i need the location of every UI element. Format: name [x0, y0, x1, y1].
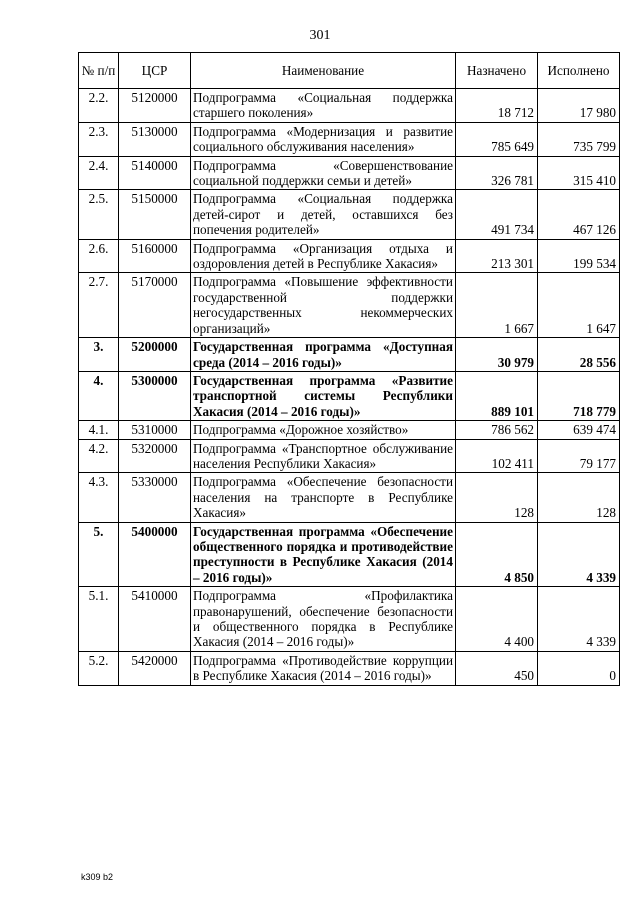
- row-code: 5140000: [119, 156, 191, 190]
- row-name: Государственная программа «Доступная среда (2014 – 2016 годы)»: [191, 338, 456, 372]
- row-name: Подпрограмма «Социальная поддержка детей-сирот и детей, оставшихся без попечения родителей»: [191, 190, 456, 239]
- row-assigned: 128: [456, 473, 538, 522]
- row-code: 5310000: [119, 421, 191, 439]
- row-executed: 4 339: [538, 522, 620, 587]
- row-code: 5300000: [119, 371, 191, 420]
- row-name: Подпрограмма «Профилактика правонарушений, обеспечение безопасности и общественного порядка в Республике Хакасия (2014 – 2016 годы)»: [191, 587, 456, 652]
- row-name: Подпрограмма «Социальная поддержка старшего поколения»: [191, 89, 456, 123]
- row-executed: 467 126: [538, 190, 620, 239]
- row-code: 5150000: [119, 190, 191, 239]
- row-num: 2.7.: [79, 273, 119, 338]
- row-executed: 735 799: [538, 122, 620, 156]
- row-code: 5160000: [119, 239, 191, 273]
- row-name: Подпрограмма «Транспортное обслуживание населения Республики Хакасия»: [191, 439, 456, 473]
- row-executed: 199 534: [538, 239, 620, 273]
- row-num: 4.3.: [79, 473, 119, 522]
- row-code: 5420000: [119, 651, 191, 685]
- row-executed: 639 474: [538, 421, 620, 439]
- table-row: [79, 587, 620, 652]
- row-assigned: 786 562: [456, 421, 538, 439]
- row-executed: 718 779: [538, 371, 620, 420]
- table-row: [79, 338, 620, 372]
- row-code: 5400000: [119, 522, 191, 587]
- row-assigned: 450: [456, 651, 538, 685]
- row-assigned: 785 649: [456, 122, 538, 156]
- table-row: [79, 439, 620, 473]
- header-assigned: Назначено: [456, 53, 538, 89]
- row-name: Государственная программа «Обеспечение общественного порядка и противодействие преступности в Республике Хакасия (2014 – 2016 годы)»: [191, 522, 456, 587]
- row-name: Подпрограмма «Обеспечение безопасности населения на транспорте в Республике Хакасия»: [191, 473, 456, 522]
- footer-code: k309 b2: [81, 872, 114, 882]
- row-num: 3.: [79, 338, 119, 372]
- row-name: Подпрограмма «Повышение эффективности государственной поддержки негосударственных некоммерческих организаций»: [191, 273, 456, 338]
- row-executed: 4 339: [538, 587, 620, 652]
- row-num: 2.5.: [79, 190, 119, 239]
- table-row: [79, 273, 620, 338]
- row-assigned: 4 400: [456, 587, 538, 652]
- row-assigned: 18 712: [456, 89, 538, 123]
- header-code: ЦСР: [119, 53, 191, 89]
- row-name: Государственная программа «Развитие транспортной системы Республики Хакасия (2014 – 2016 годы)»: [191, 371, 456, 420]
- table-header-row: [79, 53, 620, 89]
- row-executed: 315 410: [538, 156, 620, 190]
- row-assigned: 1 667: [456, 273, 538, 338]
- table-row: [79, 239, 620, 273]
- row-code: 5410000: [119, 587, 191, 652]
- row-executed: 1 647: [538, 273, 620, 338]
- row-name: Подпрограмма «Модернизация и развитие социального обслуживания населения»: [191, 122, 456, 156]
- row-num: 4.2.: [79, 439, 119, 473]
- row-assigned: 30 979: [456, 338, 538, 372]
- row-code: 5120000: [119, 89, 191, 123]
- table-row: [79, 89, 620, 123]
- row-code: 5320000: [119, 439, 191, 473]
- table-row: [79, 156, 620, 190]
- header-num: № п/п: [79, 53, 119, 89]
- table-row: [79, 522, 620, 587]
- table-row: [79, 421, 620, 439]
- row-executed: 128: [538, 473, 620, 522]
- header-name: Наименование: [191, 53, 456, 89]
- row-code: 5200000: [119, 338, 191, 372]
- row-code: 5130000: [119, 122, 191, 156]
- row-assigned: 889 101: [456, 371, 538, 420]
- table-row: [79, 473, 620, 522]
- row-name: Подпрограмма «Совершенствование социальной поддержки семьи и детей»: [191, 156, 456, 190]
- row-executed: 28 556: [538, 338, 620, 372]
- row-num: 4.1.: [79, 421, 119, 439]
- row-num: 2.4.: [79, 156, 119, 190]
- page-number: 301: [309, 28, 331, 43]
- row-num: 4.: [79, 371, 119, 420]
- row-num: 2.3.: [79, 122, 119, 156]
- row-assigned: 326 781: [456, 156, 538, 190]
- table-row: [79, 122, 620, 156]
- row-assigned: 102 411: [456, 439, 538, 473]
- row-assigned: 4 850: [456, 522, 538, 587]
- table-row: [79, 651, 620, 685]
- row-assigned: 213 301: [456, 239, 538, 273]
- row-code: 5170000: [119, 273, 191, 338]
- row-num: 5.2.: [79, 651, 119, 685]
- header-executed: Исполнено: [538, 53, 620, 89]
- row-name: Подпрограмма «Противодействие коррупции в Республике Хакасия (2014 – 2016 годы)»: [191, 651, 456, 685]
- table-row: [79, 371, 620, 420]
- row-code: 5330000: [119, 473, 191, 522]
- row-executed: 79 177: [538, 439, 620, 473]
- row-num: 2.2.: [79, 89, 119, 123]
- row-assigned: 491 734: [456, 190, 538, 239]
- row-num: 5.: [79, 522, 119, 587]
- table-row: [79, 190, 620, 239]
- budget-table: [78, 52, 620, 686]
- row-num: 2.6.: [79, 239, 119, 273]
- row-name: Подпрограмма «Дорожное хозяйство»: [191, 421, 456, 439]
- row-num: 5.1.: [79, 587, 119, 652]
- row-name: Подпрограмма «Организация отдыха и оздоровления детей в Республике Хакасия»: [191, 239, 456, 273]
- row-executed: 17 980: [538, 89, 620, 123]
- row-executed: 0: [538, 651, 620, 685]
